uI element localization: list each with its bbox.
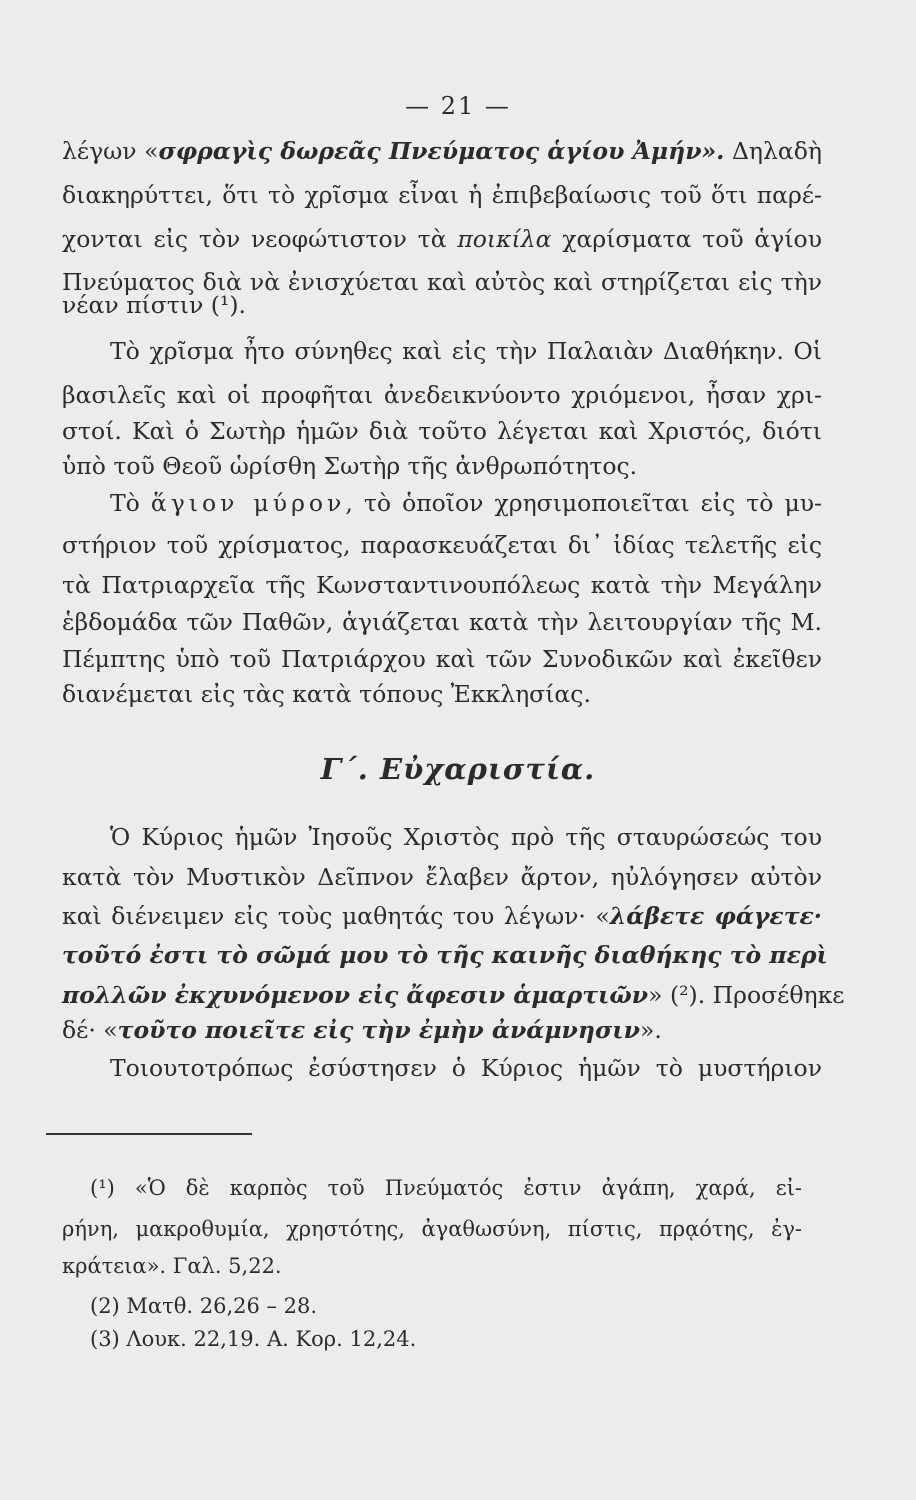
text-line: διακηρύττει, ὅτι τὸ χρῖσμα εἶναι ἡ ἐπιβεβαίωσις τοῦ ὅτι παρέ- [62, 181, 822, 209]
emphasis-text: πολλῶν ἐκχυνόμενον εἰς ἄφεσιν ἁμαρτιῶν [62, 981, 649, 1009]
emphasis-text: ποικίλα [457, 225, 552, 253]
text-line: Τοιουτοτρόπως ἐσύστησεν ὁ Κύριος ἡμῶν τὸ μυστήριον [110, 1054, 822, 1082]
text-line: λέγων «σφραγὶς δωρεᾶς Πνεύματος ἁγίου Ἀμήν». Δηλαδὴ [62, 137, 822, 165]
emphasis-text: σφραγὶς δωρεᾶς Πνεύματος ἁγίου Ἀμήν». [158, 137, 725, 165]
text-line: Πέμπτης ὑπὸ τοῦ Πατριάρχου καὶ τῶν Συνοδικῶν καὶ ἐκεῖθεν [62, 645, 822, 673]
text-line: ἑβδομάδα τῶν Παθῶν, ἁγιάζεται κατὰ τὴν λειτουργίαν τῆς Μ. [62, 608, 822, 636]
emphasis-text: λάβετε φάγετε· [609, 902, 822, 930]
text-line: καὶ διένειμεν εἰς τοὺς μαθητάς του λέγων· «λάβετε φάγετε· [62, 902, 822, 930]
text-line: χονται εἰς τὸν νεοφώτιστον τὰ ποικίλα χαρίσματα τοῦ ἁγίου [62, 225, 822, 253]
page-number: — 21 — [405, 92, 511, 120]
text-line: Πνεύματος διὰ νὰ ἐνισχύεται καὶ αὐτὸς καὶ στηρίζεται εἰς τὴν [62, 268, 822, 296]
text-line: δέ· «τοῦτο ποιεῖτε εἰς τὴν ἐμὴν ἀνάμνησιν». [62, 1016, 662, 1044]
text-line: νέαν πίστιν (¹). [62, 291, 246, 319]
footnote-1-line: (¹) «Ὁ δὲ καρπὸς τοῦ Πνεύματός ἐστιν ἀγάπη, χαρά, εἰ- [90, 1176, 802, 1200]
text-line: βασιλεῖς καὶ οἱ προφῆται ἀνεδεικνύοντο χριόμενοι, ἦσαν χρι- [62, 381, 822, 409]
section-heading: Γ΄. Εὐχαριστία. [320, 752, 596, 786]
text-line: πολλῶν ἐκχυνόμενον εἰς ἄφεσιν ἁμαρτιῶν» (²). Προσέθηκε [62, 981, 845, 1009]
emphasis-text: τοῦτο ποιεῖτε εἰς τὴν ἐμὴν ἀνάμνησιν [117, 1016, 640, 1044]
footnote-divider [46, 1133, 252, 1135]
text-line: στήριον τοῦ χρίσματος, παρασκευάζεται δι᾽ ἰδίας τελετῆς εἰς [62, 531, 822, 559]
text-line: τὰ Πατριαρχεῖα τῆς Κωνσταντινουπόλεως κατὰ τὴν Μεγάλην [62, 571, 822, 599]
footnote-1-line: ρήνη, μακροθυμία, χρηστότης, ἀγαθωσύνη, πίστις, πρᾳότης, ἐγ- [62, 1217, 802, 1241]
emphasis-line: τοῦτό ἐστι τὸ σῶμά μου τὸ τῆς καινῆς διαθήκης τὸ περὶ [62, 941, 828, 969]
text-line: ὑπὸ τοῦ Θεοῦ ὡρίσθη Σωτὴρ τῆς ἀνθρωπότητος. [62, 452, 638, 480]
text-line: Τὸ ἅγιον μύρον, τὸ ὁποῖον χρησιμοποιεῖται εἰς τὸ μυ- [110, 489, 822, 517]
text-line: διανέμεται εἰς τὰς κατὰ τόπους Ἐκκλησίας. [62, 680, 591, 708]
text-line: κατὰ τὸν Μυστικὸν Δεῖπνον ἔλαβεν ἄρτον, ηὐλόγησεν αὐτὸν [62, 863, 822, 891]
text-line: στοί. Καὶ ὁ Σωτὴρ ἡμῶν διὰ τοῦτο λέγεται καὶ Χριστός, διότι [62, 417, 822, 445]
spaced-emphasis: ἅγιον μύρον [150, 489, 346, 517]
text-line: Τὸ χρῖσμα ἦτο σύνηθες καὶ εἰς τὴν Παλαιὰν Διαθήκην. Οἱ [110, 337, 822, 365]
footnote-1-line: κράτεια». Γαλ. 5,22. [62, 1254, 282, 1278]
text-line: Ὁ Κύριος ἡμῶν Ἰησοῦς Χριστὸς πρὸ τῆς σταυρώσεώς του [110, 823, 822, 851]
footnote-3: (3) Λουκ. 22,19. Α. Κορ. 12,24. [90, 1327, 417, 1351]
footnote-2: (2) Ματθ. 26,26 – 28. [90, 1294, 318, 1318]
